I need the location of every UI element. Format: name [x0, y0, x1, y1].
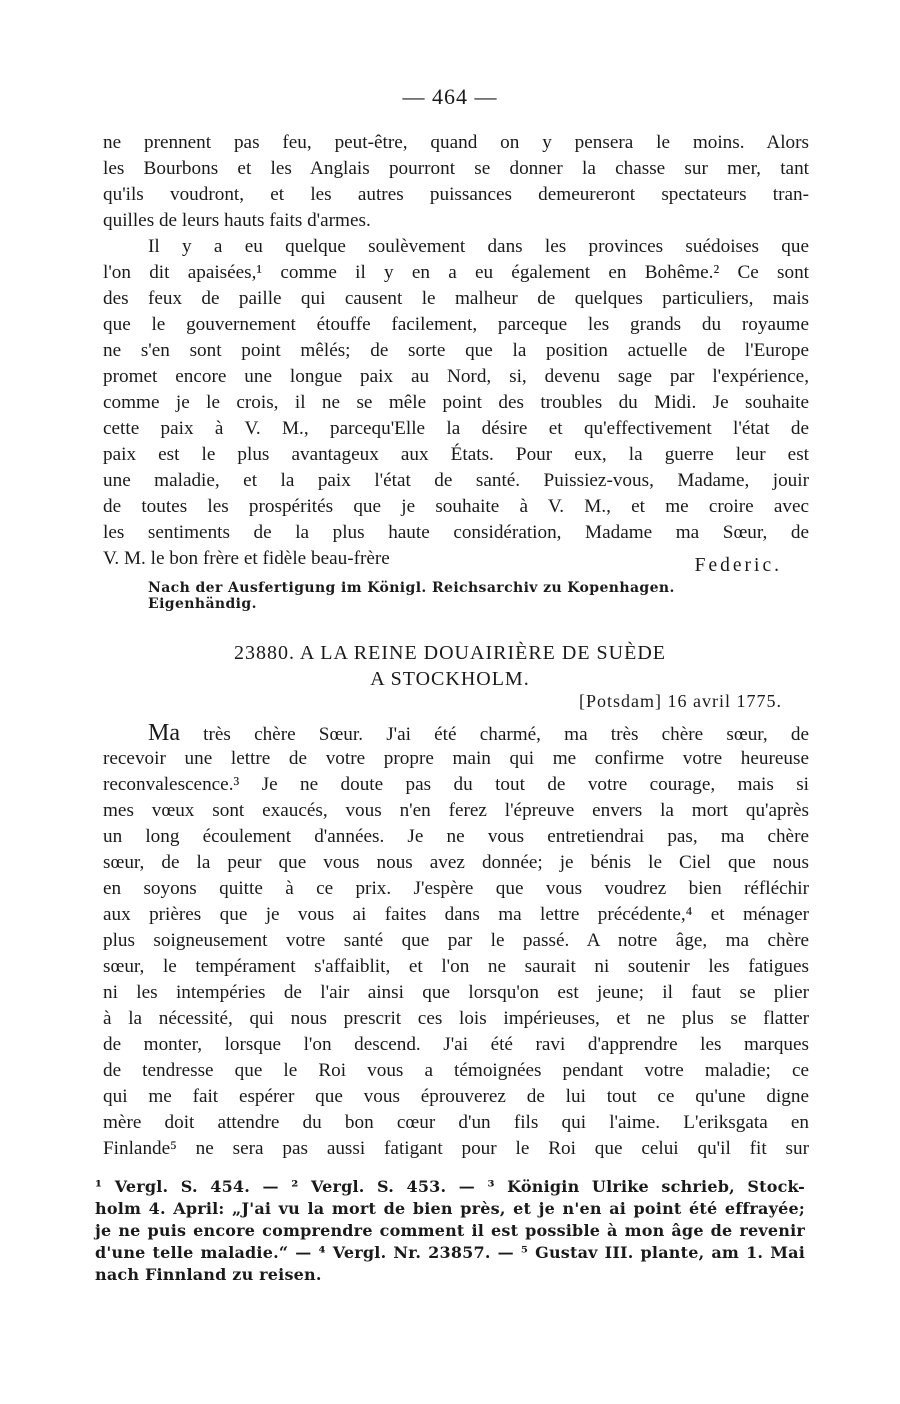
text-line: à la nécessité, qui nous prescrit ces lois impérieuses, et ne plus se flatter [103, 1008, 809, 1029]
letter-date: [Potsdam] 16 avril 1775. [579, 691, 782, 711]
letter-body [103, 720, 809, 1162]
footnote-line: holm 4. April: „J'ai vu la mort de bien près, et je n'en ai point été effrayée; [95, 1199, 805, 1218]
footnotes [95, 1176, 805, 1286]
signature: Federic. [694, 555, 782, 576]
text-line: plus soigneusement votre santé que par le passé. A notre âge, ma chère [103, 930, 809, 951]
letter-dropcap: Ma [148, 720, 180, 746]
text-line: un long écoulement d'années. Je ne vous entretiendrai pas, ma chère [103, 826, 809, 847]
text-line: mère doit attendre du bon cœur d'un fils qui l'aime. L'eriksgata en [103, 1112, 809, 1133]
source-note: Nach der Ausfertigung im Königl. Reichsarchiv zu Kopenhagen. Eigenhändig. [148, 580, 675, 612]
closing-line: V. M. le bon frère et fidèle beau-frère [103, 548, 390, 569]
letter-first-line [103, 720, 809, 746]
text-line: ne s'en sont point mêlés; de sorte que la position actuelle de l'Europe [103, 340, 809, 361]
continuation-paragraph [103, 130, 809, 234]
text-line: mes vœux sont exaucés, vous n'en ferez l'épreuve envers la mort qu'après [103, 800, 809, 821]
text-line: une maladie, et la paix l'état de santé. Puissiez-vous, Madame, jouir [103, 470, 809, 491]
text-line: Finlande⁵ ne sera pas aussi fatigant pour le Roi que celui qu'il fit sur [103, 1138, 809, 1159]
text-line: de toutes les prospérités que je souhaite à V. M., et me croire avec [103, 496, 809, 517]
text-line: recevoir une lettre de votre propre main qui me confirme votre heureuse [103, 748, 809, 769]
letter-heading-line2: A STOCKHOLM. [370, 668, 530, 690]
footnote-line: ¹ Vergl. S. 454. — ² Vergl. S. 453. — ³ Königin Ulrike schrieb, Stock- [95, 1177, 805, 1196]
text-line: cette paix à V. M., parcequ'Elle la désire et qu'effectivement l'état de [103, 418, 809, 439]
text-line: l'on dit apaisées,¹ comme il y en a eu également en Bohême.² Ce sont [103, 262, 809, 283]
text-line: comme je le crois, il ne se mêle point des troubles du Midi. Je souhaite [103, 392, 809, 413]
text-line: les Bourbons et les Anglais pourront se donner la chasse sur mer, tant [103, 158, 809, 179]
footnote-line: d'une telle maladie.“ — ⁴ Vergl. Nr. 23857. — ⁵ Gustav III. plante, am 1. Mai [95, 1243, 805, 1262]
text-line: les sentiments de la plus haute considération, Madame ma Sœur, de [103, 522, 809, 543]
text-line: ni les intempéries de l'air ainsi que lorsqu'on est jeune; il faut se plier [103, 982, 809, 1003]
text-line: promet encore une longue paix au Nord, si, devenu sage par l'expérience, [103, 366, 809, 387]
paragraph-2 [103, 234, 809, 546]
text-line: qu'ils voudront, et les autres puissances demeureront spectateurs tran- [103, 184, 809, 205]
text-line: paix est le plus avantageux aux États. Pour eux, la guerre leur est [103, 444, 809, 465]
text-line: que le gouvernement étouffe facilement, parceque les grands du royaume [103, 314, 809, 335]
text-line: aux prières que je vous ai faites dans ma lettre précédente,⁴ et ménager [103, 904, 809, 925]
footnote-line: nach Finnland zu reisen. [95, 1265, 322, 1284]
text-line: quilles de leurs hauts faits d'armes. [103, 210, 371, 231]
text-line: sœur, de la peur que vous nous avez donnée; je bénis le Ciel que nous [103, 852, 809, 873]
footnote-line: je ne puis encore comprendre comment il est possible à mon âge de revenir [95, 1221, 805, 1240]
page-number: — 464 — [402, 84, 498, 109]
letter-first-line-text: très chère Sœur. J'ai été charmé, ma très chère sœur, de [180, 724, 809, 745]
letter-heading-line1: 23880. A LA REINE DOUAIRIÈRE DE SUÈDE [234, 642, 666, 664]
text-line: de monter, lorsque l'on descend. J'ai été ravi d'apprendre les marques [103, 1034, 809, 1055]
text-line: qui me fait espérer que vous éprouverez de lui tout ce qu'une digne [103, 1086, 809, 1107]
text-line: de tendresse que le Roi vous a témoignées pendant votre maladie; ce [103, 1060, 809, 1081]
text-line: ne prennent pas feu, peut-être, quand on y pensera le moins. Alors [103, 132, 809, 153]
text-line: reconvalescence.³ Je ne doute pas du tout de votre courage, mais si [103, 774, 809, 795]
text-line: des feux de paille qui causent le malheur de quelques particuliers, mais [103, 288, 809, 309]
text-line: sœur, le tempérament s'affaiblit, et l'on ne saurait ni soutenir les fatigues [103, 956, 809, 977]
text-line: Il y a eu quelque soulèvement dans les provinces suédoises que [148, 236, 809, 257]
text-line: en soyons quitte à ce prix. J'espère que vous voudrez bien réfléchir [103, 878, 809, 899]
